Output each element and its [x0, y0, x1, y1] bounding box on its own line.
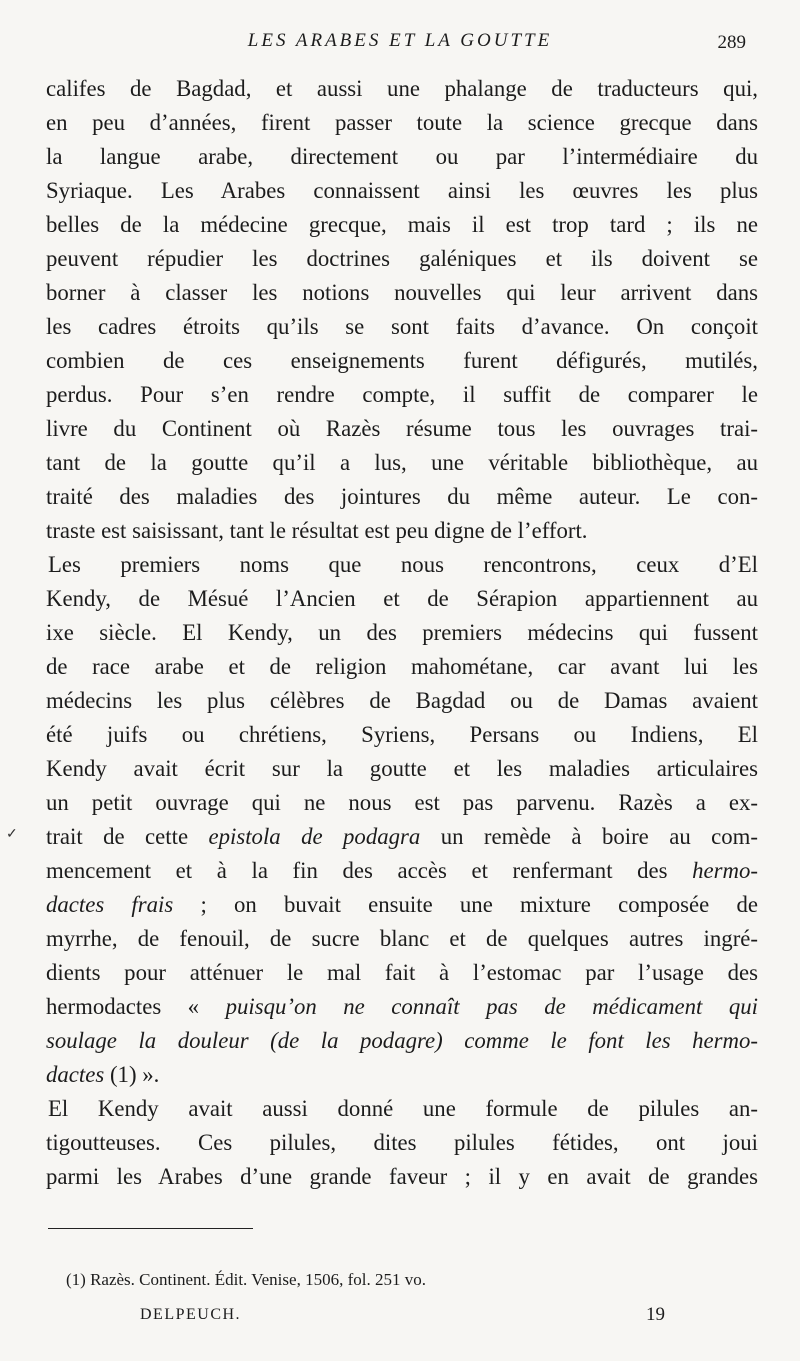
author-signature: DELPEUCH. — [140, 1306, 242, 1323]
footnote: (1) Razès. Continent. Édit. Venise, 1506, fol. 251 vo. — [66, 1270, 426, 1289]
margin-mark: ✓ — [6, 827, 18, 842]
text-line: de race arabe et de religion mahométane, car avant lui les — [46, 654, 758, 679]
italic-text: epistola de podagra — [208, 824, 421, 849]
text-run: ; on buvait ensuite une mixture composée de — [173, 892, 758, 917]
text-line: en peu d’années, firent passer toute la science grecque dans — [46, 110, 758, 135]
text-line: parmi les Arabes d’une grande faveur ; il y en avait de grandes — [46, 1164, 758, 1189]
text-line: ixe siècle. El Kendy, un des premiers médecins qui fussent — [46, 620, 758, 645]
text-line: tigoutteuses. Ces pilules, dites pilules fétides, ont joui — [46, 1130, 758, 1155]
text-line — [46, 820, 758, 854]
text-line: Kendy, de Mésué l’Ancien et de Sérapion appartiennent au — [46, 586, 758, 611]
italic-text: hermo- — [692, 858, 758, 883]
text-line: traste est saisissant, tant le résultat est peu digne de l’effort. — [46, 518, 588, 543]
italic-text: soulage la douleur (de la podagre) comme le font les hermo- — [46, 1028, 758, 1053]
text-line — [46, 1024, 758, 1058]
text-line: la langue arabe, directement ou par l’intermédiaire du — [46, 144, 758, 169]
text-line: traité des maladies des jointures du même auteur. Le con- — [46, 484, 758, 509]
text-line: Syriaque. Les Arabes connaissent ainsi les œuvres les plus — [46, 178, 758, 203]
text-run: hermodactes « — [46, 994, 226, 1019]
running-title: LES ARABES ET LA GOUTTE — [247, 30, 553, 51]
text-line: un petit ouvrage qui ne nous est pas parvenu. Razès a ex- — [46, 790, 758, 815]
text-line: médecins les plus célèbres de Bagdad ou de Damas avaient — [46, 688, 758, 713]
text-run: trait de cette — [46, 824, 209, 849]
footnote-rule — [48, 1228, 253, 1229]
italic-text: puisqu’on ne connaît pas de médicament qui — [225, 994, 758, 1019]
text-line: dients pour atténuer le mal fait à l’estomac par l’usage des — [46, 960, 758, 985]
text-line — [46, 990, 758, 1024]
italic-text: dactes — [46, 1062, 105, 1087]
text-run: mencement et à la fin des accès et renfermant des — [46, 858, 693, 883]
text-line — [46, 888, 758, 922]
text-line: tant de la goutte qu’il a lus, une véritable bibliothèque, au — [46, 450, 758, 475]
text-run: (1) ». — [104, 1062, 160, 1087]
text-line: livre du Continent où Razès résume tous les ouvrages trai- — [46, 416, 758, 441]
text-line: les cadres étroits qu’ils se sont faits d’avance. On conçoit — [46, 314, 758, 339]
text-line: peuvent répudier les doctrines galéniques et ils doivent se — [46, 246, 758, 271]
text-line: belles de la médecine grecque, mais il est trop tard ; ils ne — [46, 212, 758, 237]
body-text — [46, 72, 758, 1194]
text-line: El Kendy avait aussi donné une formule de pilules an- — [48, 1096, 758, 1121]
text-line: été juifs ou chrétiens, Syriens, Persans ou Indiens, El — [46, 722, 758, 747]
text-line: Les premiers noms que nous rencontrons, ceux d’El — [48, 552, 758, 577]
text-line: borner à classer les notions nouvelles qui leur arrivent dans — [46, 280, 758, 305]
text-line — [46, 1058, 758, 1092]
text-line: perdus. Pour s’en rendre compte, il suffit de comparer le — [46, 382, 758, 407]
sheet-signature-number: 19 — [646, 1304, 665, 1325]
text-line: combien de ces enseignements furent défigurés, mutilés, — [46, 348, 758, 373]
text-line: myrrhe, de fenouil, de sucre blanc et de quelques autres ingré- — [46, 926, 758, 951]
text-line — [46, 854, 758, 888]
text-run: un remède à boire au com- — [420, 824, 758, 849]
text-line: Kendy avait écrit sur la goutte et les maladies articulaires — [46, 756, 758, 781]
page-number: 289 — [717, 32, 746, 53]
text-line: califes de Bagdad, et aussi une phalange de traducteurs qui, — [46, 76, 758, 101]
italic-text: dactes frais — [46, 892, 174, 917]
